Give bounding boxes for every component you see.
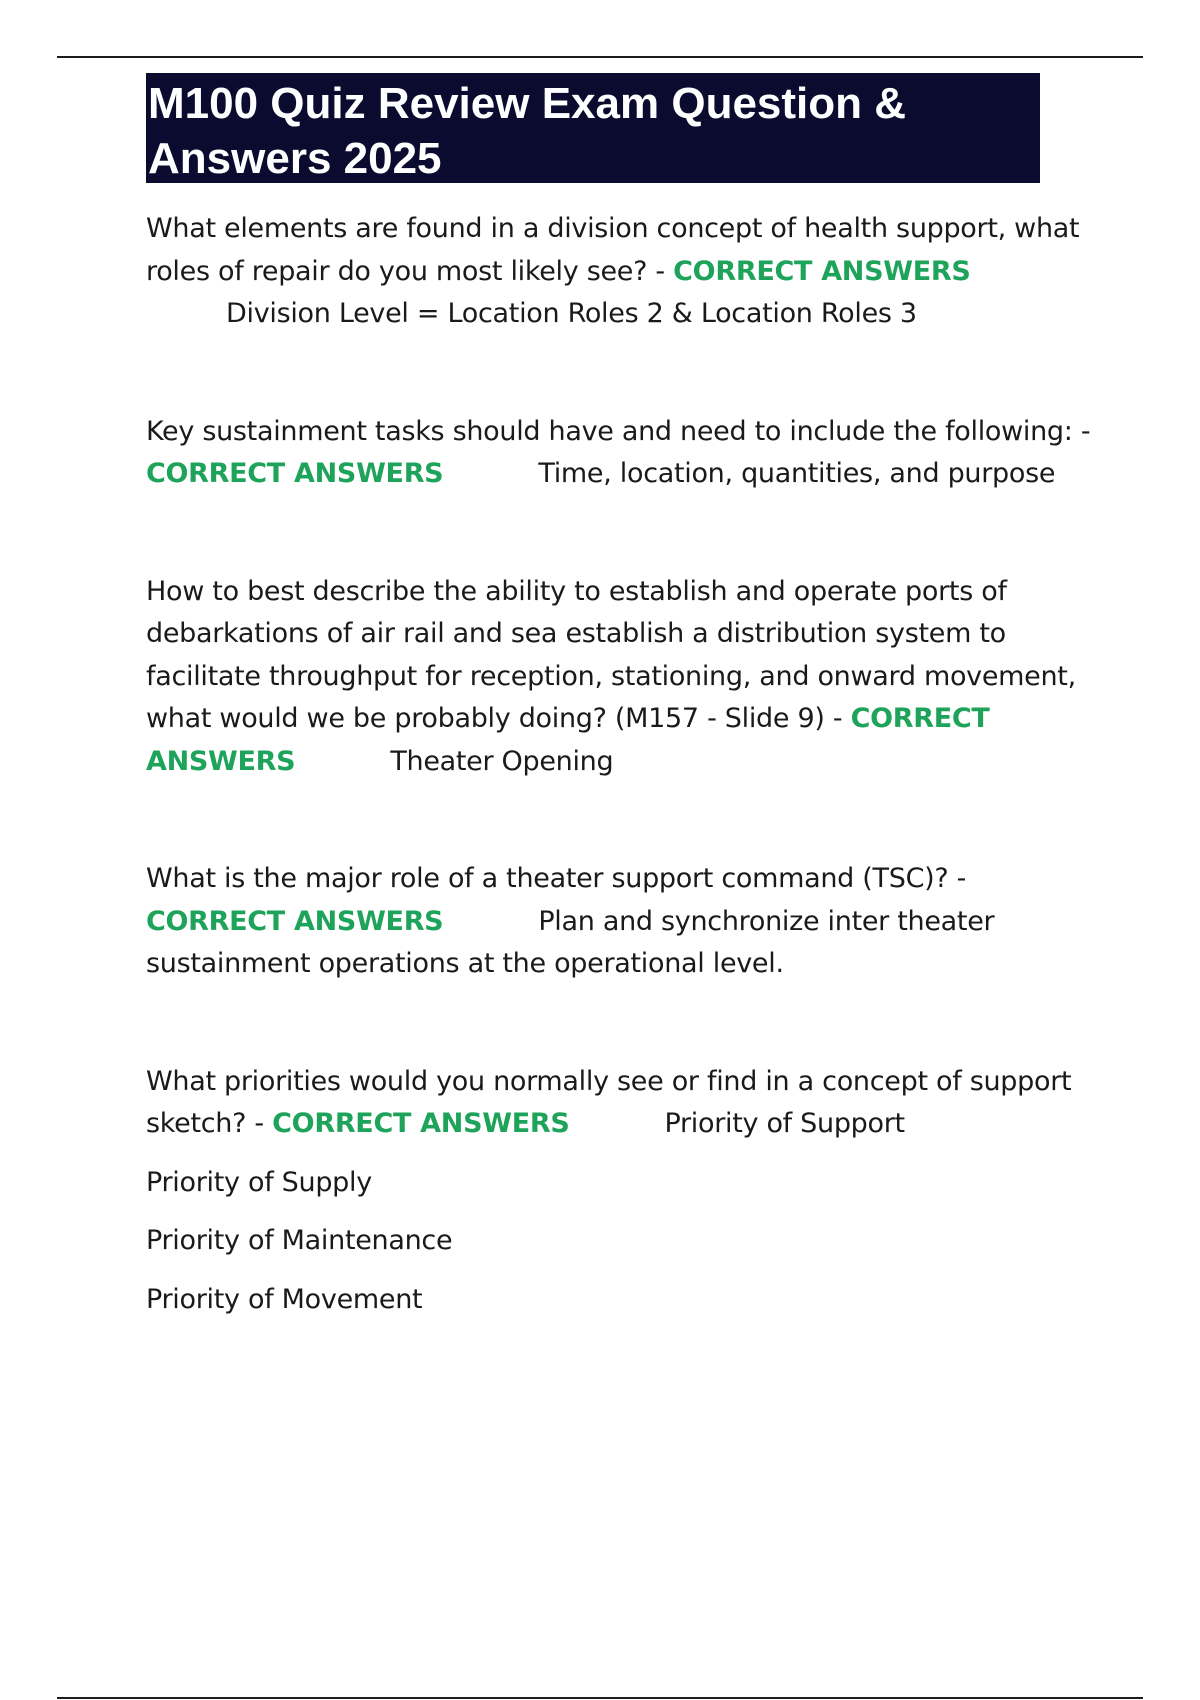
qa-item-2 bbox=[146, 411, 1106, 496]
correct-answers-label: CORRECT ANSWERS bbox=[272, 1108, 570, 1139]
question-text: Key sustainment tasks should have and need to include the following: - bbox=[146, 415, 1091, 447]
qa-item-3 bbox=[146, 571, 1106, 784]
title-banner bbox=[146, 73, 1040, 183]
answer-text: Division Level = Location Roles 2 & Location Roles 3 bbox=[226, 298, 917, 329]
page-title: M100 Quiz Review Exam Question & Answers 2025 bbox=[148, 79, 907, 183]
qa-item-1 bbox=[146, 208, 1106, 336]
question-text: What is the major role of a theater support command (TSC)? - bbox=[146, 863, 967, 894]
qa-item-5 bbox=[146, 1061, 1106, 1322]
answer-text: Theater Opening bbox=[390, 745, 614, 777]
priority-item: Priority of Supply bbox=[146, 1166, 372, 1198]
question-text: How to best describe the ability to establish and operate ports of debarkations of air rail and sea establish a distribution system to facilitate throughput for reception, stationing, and onward movement, what would we be probably doing? (M157 - Slide 9) - bbox=[146, 575, 1076, 734]
correct-answers-label: CORRECT ANSWERS bbox=[146, 905, 444, 937]
qa-list bbox=[146, 208, 1106, 1321]
answer-text: Plan and synchronize inter theater sustainment operations at the operational level. bbox=[146, 905, 995, 979]
answer-text: Priority of Support bbox=[664, 1108, 905, 1139]
qa-item-4 bbox=[146, 858, 1106, 986]
correct-answers-label: CORRECT ANSWERS bbox=[146, 458, 444, 489]
priority-item: Priority of Maintenance bbox=[146, 1225, 453, 1256]
question-text: What priorities would you normally see or find in a concept of support sketch? - bbox=[146, 1065, 1072, 1139]
question-text: What elements are found in a division concept of health support, what roles of repair do you most likely see? - bbox=[146, 213, 1080, 287]
answer-text: Time, location, quantities, and purpose bbox=[538, 458, 1056, 489]
correct-answers-label: CORRECT ANSWERS bbox=[146, 703, 990, 777]
bottom-rule bbox=[57, 1697, 1143, 1699]
priority-item: Priority of Movement bbox=[146, 1283, 423, 1315]
correct-answers-label: CORRECT ANSWERS bbox=[673, 255, 971, 287]
top-rule bbox=[57, 56, 1143, 58]
